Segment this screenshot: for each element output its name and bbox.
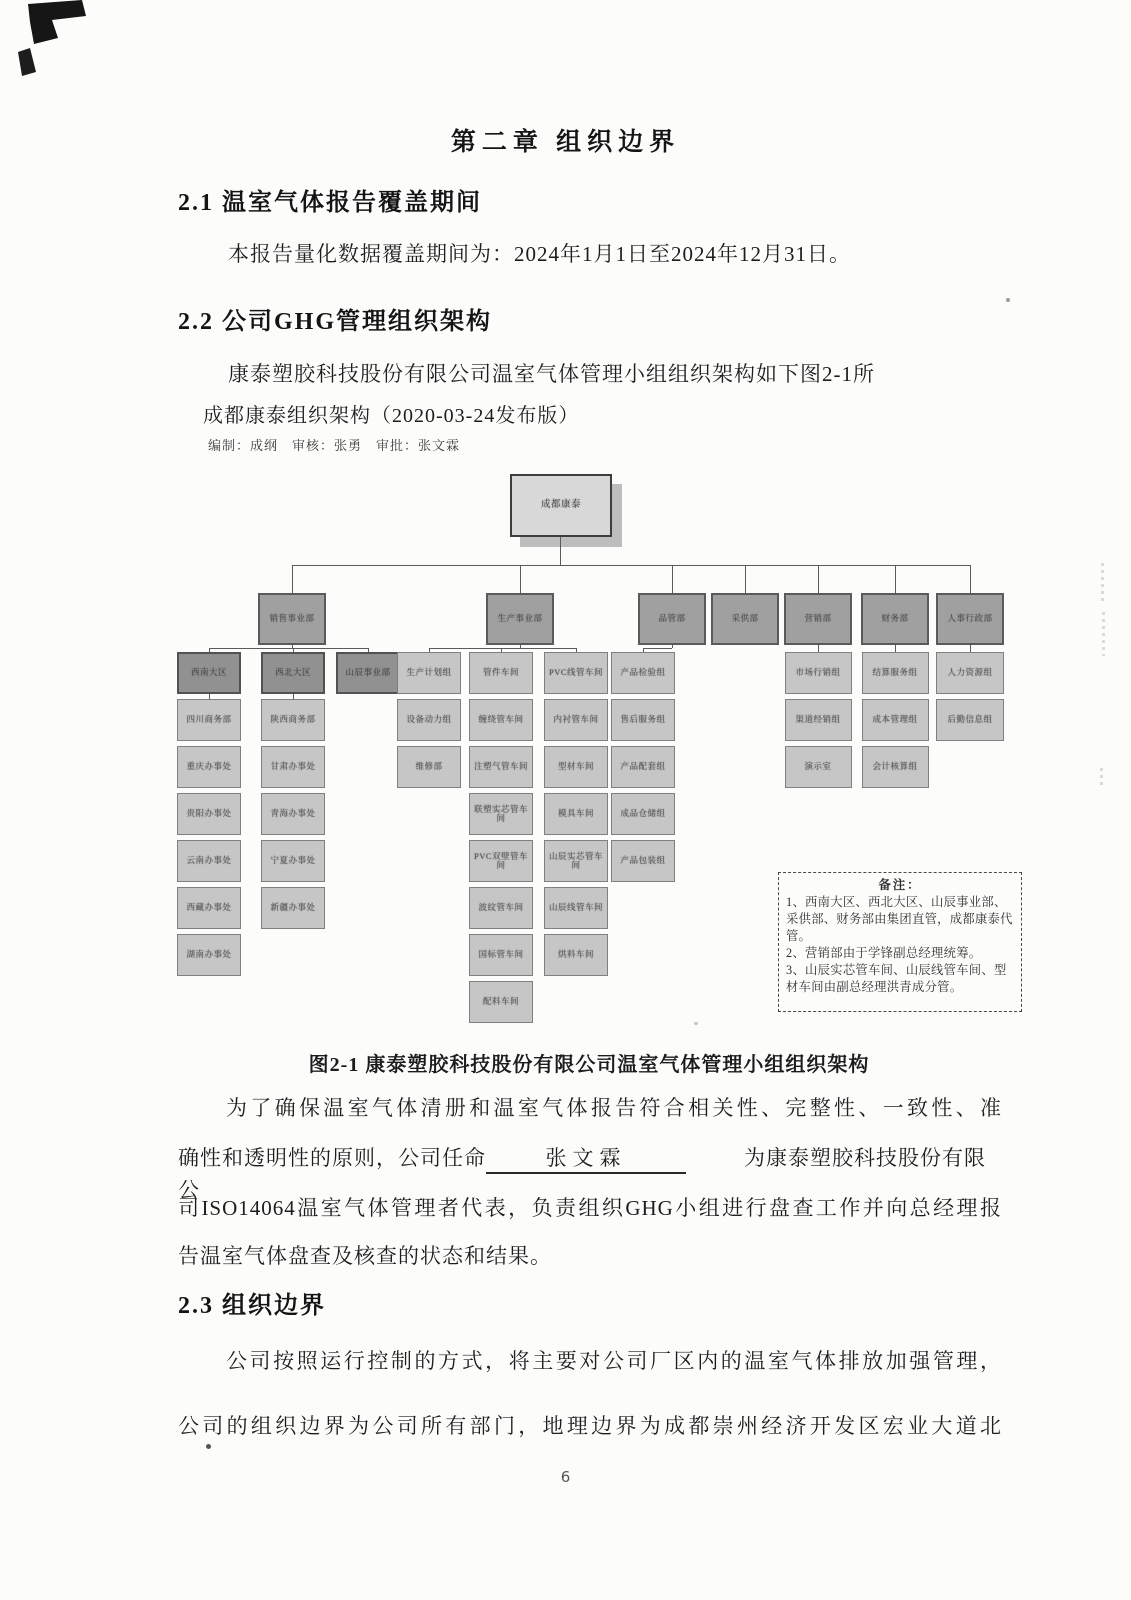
org-box: 渠道经销组 (785, 699, 852, 741)
scan-edge-mark (1102, 612, 1105, 656)
org-box: 会计核算组 (862, 746, 929, 788)
org-box: 宁夏办事处 (261, 840, 325, 882)
org-box: 管件车间 (469, 652, 533, 694)
org-box: 湖南办事处 (177, 934, 241, 976)
connector-line (560, 537, 561, 565)
connector-line (368, 648, 369, 652)
org-box: 联塑实芯管车间 (469, 793, 533, 835)
section-2-2-heading: 2.2 公司GHG管理组织架构 (178, 309, 493, 335)
note-line: 2、营销部由于学锋副总经理统筹。 (786, 945, 982, 960)
org-dept-box: 人事行政部 (936, 593, 1004, 645)
connector-line (292, 565, 970, 566)
org-box: 缠绕管车间 (469, 699, 533, 741)
connector-line (672, 645, 673, 648)
scan-edge-mark (1100, 768, 1103, 788)
org-box: 产品包装组 (611, 840, 675, 882)
org-box: 新疆办事处 (261, 887, 325, 929)
org-group-header-box: 山辰事业部 (336, 652, 400, 694)
org-dept-box: 品管部 (638, 593, 706, 645)
paragraph-line: 告温室气体盘查及核查的状态和结果。 (178, 1244, 552, 1268)
binding-mark-top-left (14, 0, 104, 95)
org-box: 甘肃办事处 (261, 746, 325, 788)
connector-line (745, 565, 746, 593)
org-dept-box: 营销部 (784, 593, 852, 645)
org-box: 后勤信息组 (936, 699, 1004, 741)
org-root-box: 成都康泰 (510, 474, 612, 537)
org-dept-box: 采供部 (711, 593, 779, 645)
org-box: 结算服务组 (862, 652, 929, 694)
connector-line (895, 565, 896, 593)
org-box: 四川商务部 (177, 699, 241, 741)
scan-speck (694, 1022, 698, 1025)
page-number: 6 (560, 1468, 571, 1486)
connector-line (895, 645, 896, 652)
connector-line (643, 648, 644, 652)
org-box: 云南办事处 (177, 840, 241, 882)
paragraph-line: 为了确保温室气体清册和温室气体报告符合相关性、完整性、一致性、准 (226, 1096, 1002, 1120)
section-2-1-heading: 2.1 温室气体报告覆盖期间 (178, 190, 482, 216)
org-group-header-box: 西南大区 (177, 652, 241, 694)
connector-line (970, 645, 971, 652)
org-box: 产品配套组 (611, 746, 675, 788)
org-group-header-box: 西北大区 (261, 652, 325, 694)
scan-edge-mark (1101, 563, 1104, 605)
org-dept-box: 生产事业部 (486, 593, 554, 645)
org-box: 人力资源组 (936, 652, 1004, 694)
org-chart-note-box (778, 872, 1022, 1012)
chapter-title: 第二章 组织边界 (450, 129, 681, 156)
org-box: PVC双壁管车间 (469, 840, 533, 882)
org-box: 生产计划组 (397, 652, 461, 694)
org-box: 内衬管车间 (544, 699, 608, 741)
org-box: 青海办事处 (261, 793, 325, 835)
connector-line (672, 565, 673, 593)
section-2-1-body: 本报告量化数据覆盖期间为：2024年1月1日至2024年12月31日。 (228, 242, 851, 266)
org-chart-intro-line1: 康泰塑胶科技股份有限公司温室气体管理小组组织架构如下图2-1所 (228, 362, 875, 386)
org-box: 配料车间 (469, 981, 533, 1023)
org-box: 西藏办事处 (177, 887, 241, 929)
org-box: 山辰线管车间 (544, 887, 608, 929)
connector-line (576, 648, 577, 652)
org-box: 演示室 (785, 746, 852, 788)
paragraph-line: 司ISO14064温室气体管理者代表，负责组织GHG小组进行盘查工作并向总经理报 (178, 1196, 1002, 1220)
connector-line (292, 565, 293, 593)
scan-speck (1006, 298, 1010, 302)
connector-line (209, 648, 368, 649)
connector-line (643, 648, 672, 649)
org-box: 设备动力组 (397, 699, 461, 741)
org-box: 烘料车间 (544, 934, 608, 976)
org-box: PVC线管车间 (544, 652, 608, 694)
connector-line (209, 694, 210, 699)
connector-line (209, 648, 210, 652)
connector-line (501, 648, 502, 652)
org-box: 注塑气管车间 (469, 746, 533, 788)
note-title: 备注： (878, 878, 922, 892)
connector-line (429, 648, 576, 649)
org-box: 陕西商务部 (261, 699, 325, 741)
org-box: 重庆办事处 (177, 746, 241, 788)
org-chart-intro-line2: 成都康泰组织架构（2020-03-24发布版） (203, 405, 580, 427)
org-box: 成本管理组 (862, 699, 929, 741)
org-box: 产品检验组 (611, 652, 675, 694)
section-2-3-heading: 2.3 组织边界 (178, 1293, 326, 1319)
appointment-text-pre: 确性和透明性的原则，公司任命 (178, 1146, 486, 1170)
paragraph-line: 公司的组织边界为公司所有部门，地理边界为成都崇州经济开发区宏业大道北 (178, 1414, 1002, 1438)
org-box: 国标管车间 (469, 934, 533, 976)
connector-line (520, 645, 521, 648)
connector-line (520, 565, 521, 593)
org-chart-byline: 编制：成纲 审核：张勇 审批：张文霖 (208, 438, 461, 453)
org-box: 模具车间 (544, 793, 608, 835)
appointee-name: 张文霖 (486, 1142, 686, 1174)
note-line: 1、西南大区、西北大区、山辰事业部、采供部、财务部由集团直管，成都康泰代管。 (786, 894, 1013, 943)
org-box: 成品仓储组 (611, 793, 675, 835)
org-box: 市场行销组 (785, 652, 852, 694)
org-dept-box: 销售事业部 (258, 593, 326, 645)
org-dept-box: 财务部 (861, 593, 929, 645)
note-line: 3、山辰实芯管车间、山辰线管车间、型材车间由副总经理洪青成分管。 (786, 962, 1007, 994)
connector-line (818, 645, 819, 652)
org-box: 售后服务组 (611, 699, 675, 741)
connector-line (429, 648, 430, 652)
connector-line (970, 565, 971, 593)
paragraph-line: 公司按照运行控制的方式，将主要对公司厂区内的温室气体排放加强管理， (226, 1349, 1002, 1373)
connector-line (293, 648, 294, 652)
org-box: 型材车间 (544, 746, 608, 788)
org-box: 贵阳办事处 (177, 793, 241, 835)
org-box: 波纹管车间 (469, 887, 533, 929)
org-box: 维修部 (397, 746, 461, 788)
connector-line (293, 694, 294, 699)
scan-speck (206, 1444, 211, 1449)
figure-caption: 图2-1 康泰塑胶科技股份有限公司温室气体管理小组组织架构 (308, 1054, 870, 1076)
connector-line (818, 565, 819, 593)
connector-line (292, 645, 293, 648)
appointment-text-post: 为康泰塑胶科技股份有限公 (178, 1146, 986, 1202)
org-box: 山辰实芯管车间 (544, 840, 608, 882)
